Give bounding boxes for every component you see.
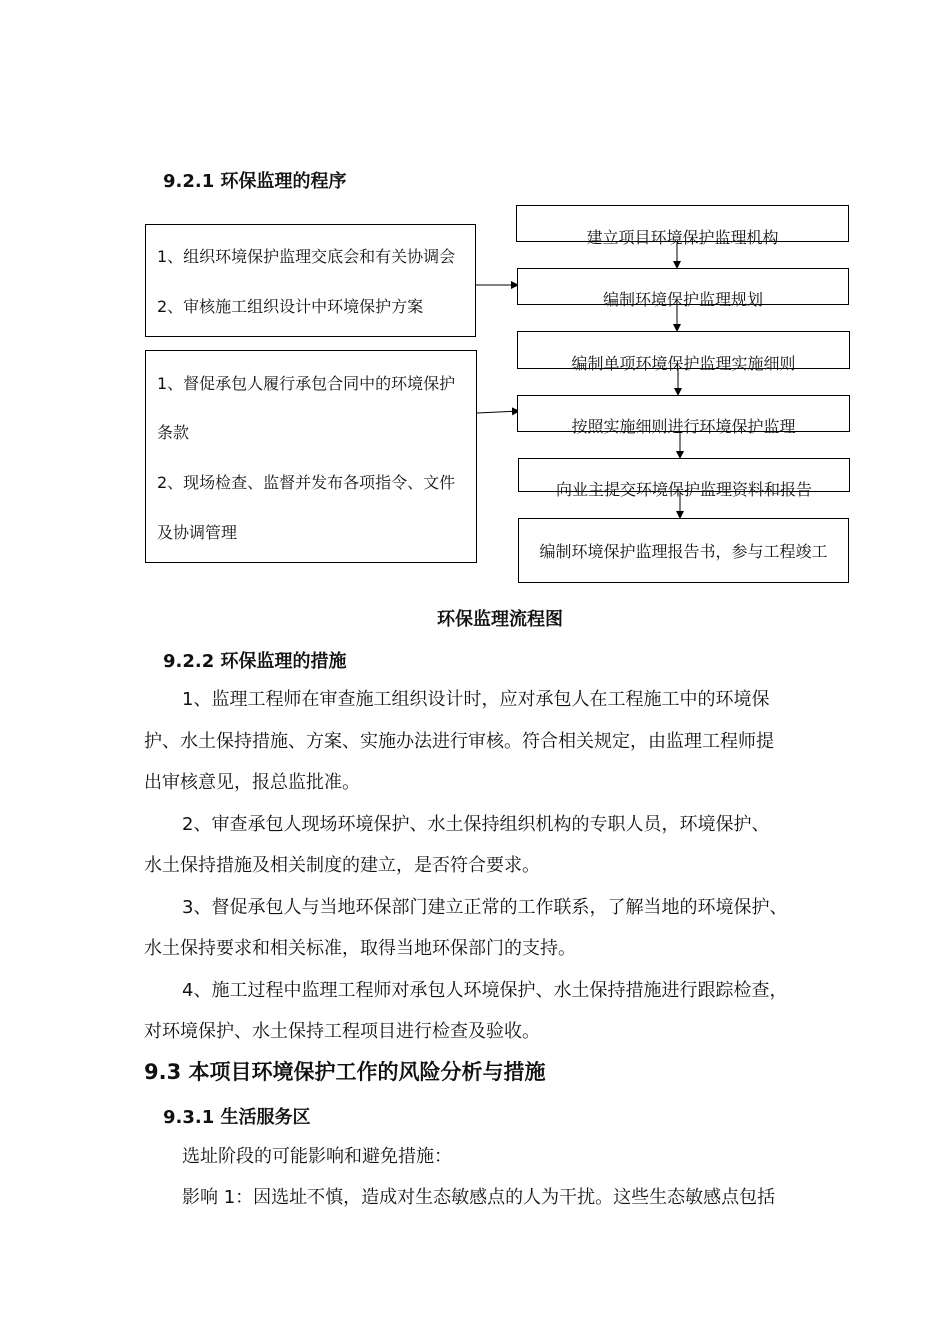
left-box-2-line-3: 2、现场检查、监督并发布各项指令、文件 — [157, 473, 456, 492]
flow-left-box-2 — [145, 350, 477, 563]
measure-2-line-1: 2、审查承包人现场环境保护、水土保持组织机构的专职人员，环境保护、 — [182, 814, 770, 835]
measure-1-line-3: 出审核意见，报总监批准。 — [144, 772, 360, 793]
flow-step-6 — [518, 518, 849, 583]
flow-step-5-label: 向业主提交环境保护监理资料和报告 — [555, 480, 812, 499]
measure-3-line-1: 3、督促承包人与当地环保部门建立正常的工作联系，了解当地的环境保护、 — [182, 897, 788, 918]
left-box-1-line-2: 2、审核施工组织设计中环境保护方案 — [157, 297, 424, 316]
section-heading-9-3-1: 9.3.1 生活服务区 — [163, 1107, 311, 1128]
left-box-2-line-2: 条款 — [157, 423, 190, 442]
left-box-2-line-1: 1、督促承包人履行承包合同中的环境保护 — [157, 374, 456, 393]
flow-step-5 — [518, 458, 850, 499]
flow-step-3-label: 编制单项环境保护监理实施细则 — [571, 354, 796, 373]
measure-2-line-2: 水土保持措施及相关制度的建立，是否符合要求。 — [144, 855, 540, 876]
flow-step-3 — [517, 331, 850, 373]
flow-step-6-label: 编制环境保护监理报告书，参与工程竣工 — [539, 542, 828, 561]
flow-step-4-label: 按照实施细则进行环境保护监理 — [571, 417, 796, 436]
measure-3-line-2: 水土保持要求和相关标准，取得当地环保部门的支持。 — [144, 938, 576, 959]
flow-step-1 — [516, 205, 849, 247]
measure-1-line-1: 1、监理工程师在审查施工组织设计时，应对承包人在工程施工中的环境保 — [182, 689, 770, 710]
measure-4-line-2: 对环境保护、水土保持工程项目进行检查及验收。 — [144, 1021, 540, 1042]
flow-left-box-1 — [145, 224, 476, 337]
left-box-2-line-4: 及协调管理 — [157, 523, 238, 542]
measure-1-line-2: 护、水土保持措施、方案、实施办法进行审核。符合相关规定，由监理工程师提 — [144, 731, 774, 752]
section-heading-9-3: 9.3 本项目环境保护工作的风险分析与措施 — [144, 1060, 546, 1084]
left-box-1-line-1: 1、组织环境保护监理交底会和有关协调会 — [157, 247, 456, 266]
flow-step-2-label: 编制环境保护监理规划 — [602, 290, 763, 309]
flow-step-2 — [517, 268, 849, 309]
flow-step-4 — [517, 395, 850, 436]
section-heading-9-2-1: 9.2.1 环保监理的程序 — [163, 171, 347, 192]
arrow-left2-to-step4 — [477, 411, 519, 413]
service-area-para-2: 影响 1：因选址不慎，造成对生态敏感点的人为干扰。这些生态敏感点包括 — [182, 1187, 776, 1208]
measure-4-line-1: 4、施工过程中监理工程师对承包人环境保护、水土保持措施进行跟踪检查， — [182, 980, 788, 1001]
service-area-para-1: 选址阶段的可能影响和避免措施： — [182, 1146, 452, 1167]
section-heading-9-2-2: 9.2.2 环保监理的措施 — [163, 651, 347, 672]
flow-step-1-label: 建立项目环境保护监理机构 — [586, 228, 779, 247]
flowchart-caption: 环保监理流程图 — [437, 609, 563, 630]
